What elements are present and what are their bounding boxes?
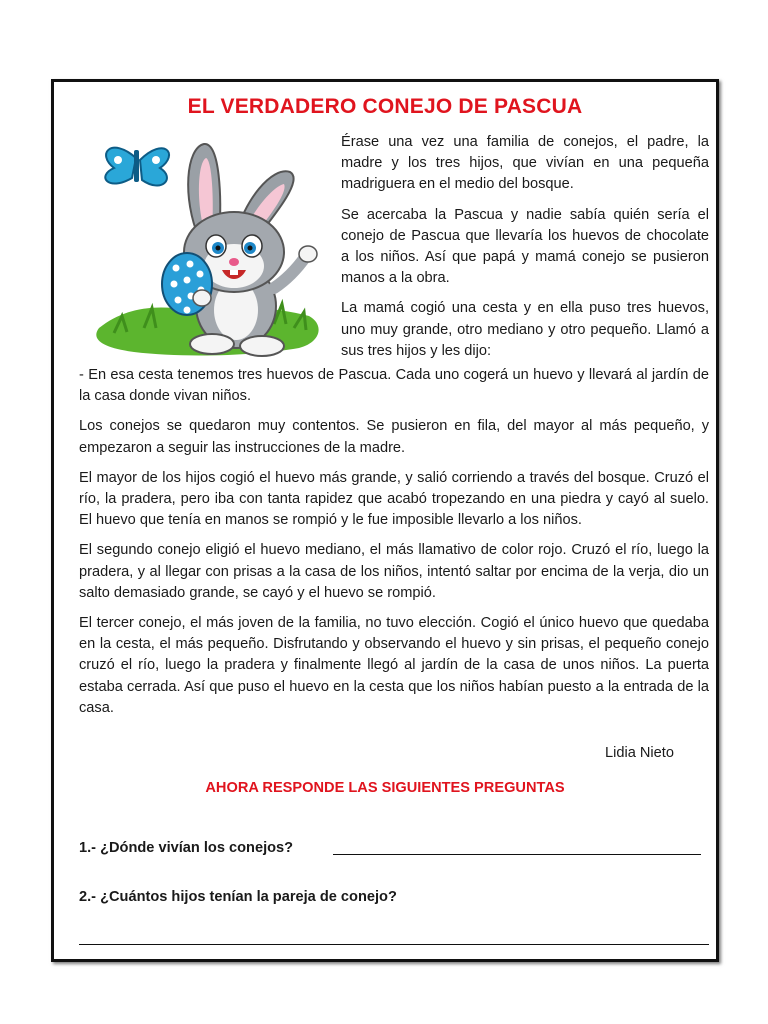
intro-paragraphs bbox=[341, 132, 709, 371]
paragraph: - En esa cesta tenemos tres huevos de Pascua. Cada uno cogerá un huevo y llevará al jardín de la casa donde vivan niños. bbox=[79, 367, 709, 405]
paragraph: El mayor de los hijos cogió el huevo más grande, y salió corriendo a través del bosque. Cruzó el río, la pradera, pero iba con tanta rapidez que acabó tropezando en una piedra y cayó al suelo. El huevo que tenía en manos se rompió y le fue imposible llevarlo a los niños. bbox=[79, 469, 709, 529]
question-1: 1.- ¿Dónde vivían los conejos? bbox=[79, 840, 294, 856]
answer-line-1[interactable] bbox=[333, 854, 701, 855]
author-signature: Lidia Nieto bbox=[605, 745, 674, 761]
questions-heading: AHORA RESPONDE LAS SIGUIENTES PREGUNTAS bbox=[205, 780, 565, 796]
story-paragraphs bbox=[79, 365, 709, 728]
paragraph: El segundo conejo eligió el huevo mediano, el más llamativo de color rojo. Cruzó el río, luego la pradera, y al llegar con prisas a la casa de los niños, intentó saltar por encima de la verja, dio un salto demasiado grande, se cayó y el huevo se rompió. bbox=[79, 542, 709, 601]
easter-bunny-icon bbox=[94, 128, 329, 364]
question-2: 2.- ¿Cuántos hijos tenían la pareja de conejo? bbox=[79, 889, 397, 905]
paragraph: El tercer conejo, el más joven de la familia, no tuvo elección. Cogió el único huevo que quedaba en la cesta, el más pequeño. Disfrutando y observando el huevo y sin prisas, el pequeño conejo cruzó el río, luego la pradera y finalmente llegó al jardín de la casa de unos niños. La puerta estaba cerrada. Así que puso el huevo en la cesta que los niños habían puesto a la entrada de la casa. bbox=[79, 615, 709, 716]
paragraph: Los conejos se quedaron muy contentos. Se pusieron en fila, del mayor al más pequeño, y empezaron a seguir las instrucciones de la madre. bbox=[79, 418, 709, 456]
answer-line-2[interactable] bbox=[79, 944, 709, 945]
worksheet-frame bbox=[51, 79, 719, 962]
story-title: EL VERDADERO CONEJO DE PASCUA bbox=[187, 95, 583, 118]
paragraph: Érase una vez una familia de conejos, el padre, la madre y los tres hijos, que vivían en una pequeña madriguera en el medio del bosque. bbox=[341, 134, 709, 193]
paragraph: Se acercaba la Pascua y nadie sabía quién sería el conejo de Pascua que llevaría los huevos de chocolate a los niños. Así que papá y mamá conejo se pusieron manos a la obra. bbox=[341, 206, 709, 287]
paragraph: La mamá cogió una cesta y en ella puso tres huevos, uno muy grande, otro mediano y otro pequeño. Llamó a sus tres hijos y les dijo: bbox=[341, 300, 709, 359]
